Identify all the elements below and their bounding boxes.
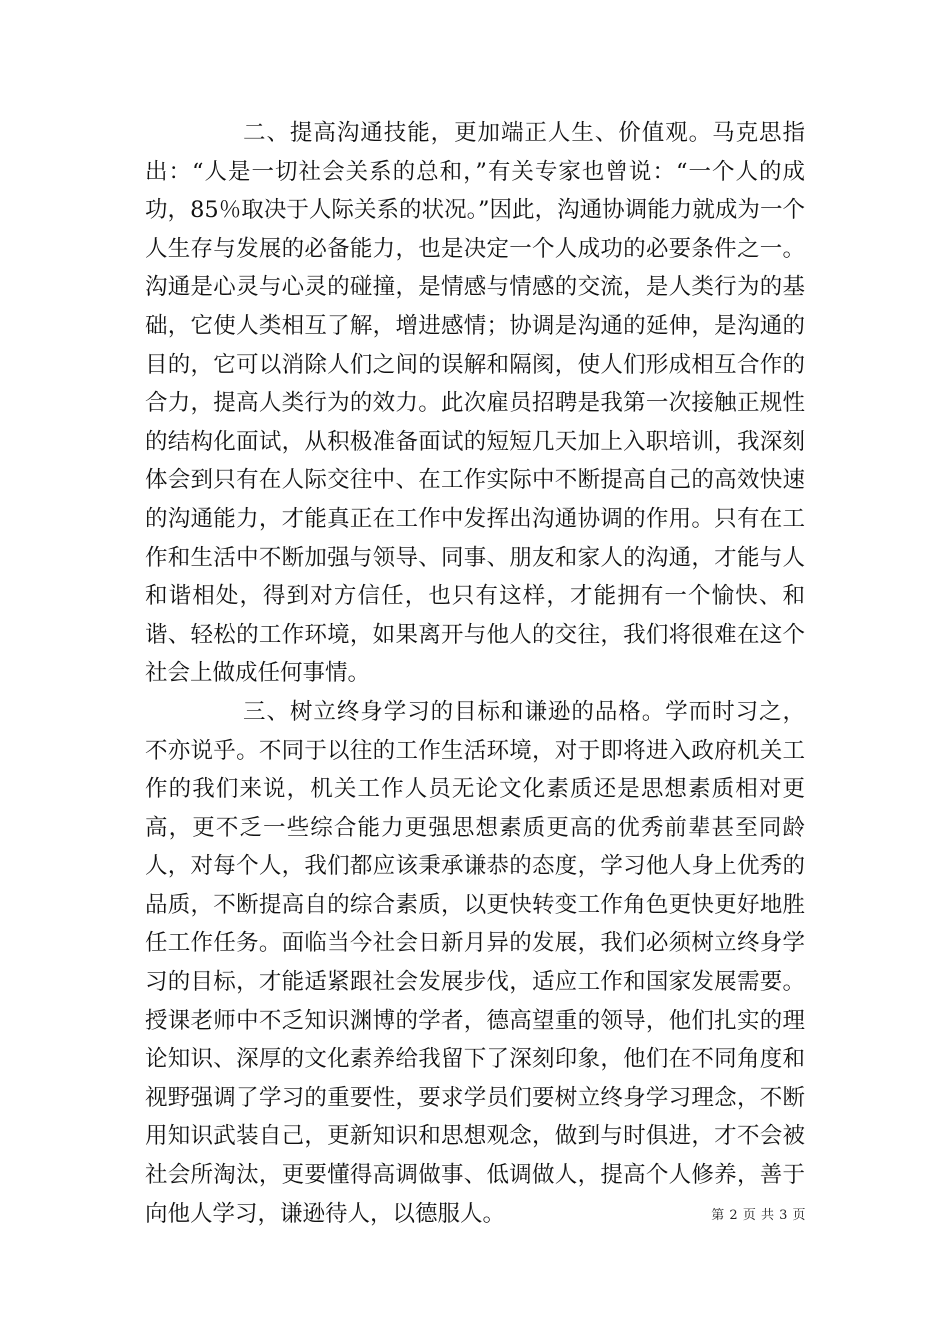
paragraph-communication-skills: 二、提高沟通技能，更加端正人生、价值观。马克思指出：“人是一切社会关系的总和，”有关专家也曾说：“一个人的成功，85％取决于人际关系的状况。”因此，沟通协调能力就成为一个人生存与发展的必备能力，也是决定一个人成功的必要条件之一。沟通是心灵与心灵的碰撞，是情感与情感的交流，是人类行为的基础，它使人类相互了解，增进感情；协调是沟通的延伸，是沟通的目的，它可以消除人们之间的误解和隔阂，使人们形成相互合作的合力，提高人类行为的效力。此次雇员招聘是我第一次接触正规性的结构化面试，从积极准备面试的短短几天加上入职培训，我深刻体会到只有在人际交往中、在工作实际中不断提高自己的高效快速的沟通能力，才能真正在工作中发挥出沟通协调的作用。只有在工作和生活中不断加强与领导、同事、朋友和家人的沟通，才能与人和谐相处，得到对方信任，也只有这样，才能拥有一个愉快、和谐、轻松的工作环境，如果离开与他人的交往，我们将很难在这个社会上做成任何事情。 xyxy=(145,120,805,687)
paragraph-lifelong-learning: 三、树立终身学习的目标和谦逊的品格。学而时习之，不亦说乎。不同于以往的工作生活环境，对于即将进入政府机关工作的我们来说，机关工作人员无论文化素质还是思想素质相对更高，更不乏一些综合能力更强思想素质更高的优秀前辈甚至同龄人，对每个人，我们都应该秉承谦恭的态度，学习他人身上优秀的品质，不断提高自的综合素质，以更快转变工作角色更快更好地胜任工作任务。面临当今社会日新月异的发展，我们必须树立终身学习的目标，才能适紧跟社会发展步伐，适应工作和国家发展需要。授课老师中不乏知识渊博的学者，德高望重的领导，他们扎实的理论知识、深厚的文化素养给我留下了深刻印象，他们在不同角度和视野强调了学习的重要性，要求学员们要树立终身学习理念，不断用知识武装自己，更新知识和思想观念，做到与时俱进，才不会被社会所淘汰，更要懂得高调做事、低调做人，提高个人修养，善于向他人学习，谦逊待人，以德服人。 xyxy=(145,698,805,1227)
document-body xyxy=(145,114,805,1233)
page-number-footer: 第 2 页 共 3 页 xyxy=(711,1208,806,1223)
